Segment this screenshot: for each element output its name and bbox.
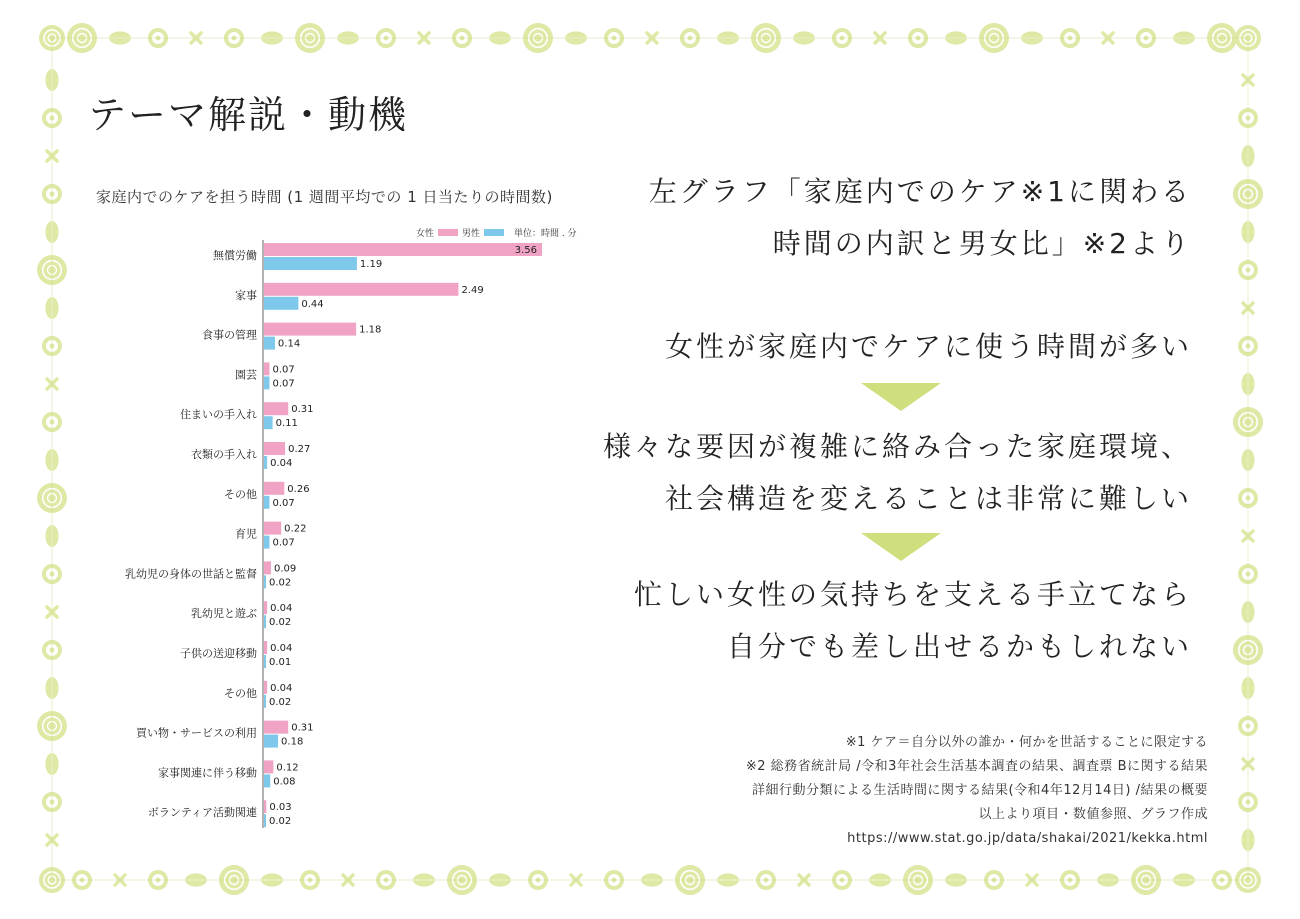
data-label: 0.01 [269, 657, 292, 668]
bar-female [264, 482, 284, 495]
bar-male [264, 615, 266, 628]
intro-text [649, 166, 1192, 270]
bar-male [264, 337, 275, 350]
data-label: 0.27 [288, 444, 311, 455]
bar-male [264, 376, 269, 389]
bar-female [264, 402, 288, 415]
bar-male [264, 774, 270, 787]
data-label: 0.07 [272, 497, 295, 509]
intro-line-2: 時間の内訳と男女比」※2より [772, 227, 1192, 260]
data-label: 0.02 [269, 696, 292, 708]
bar-male [264, 536, 269, 549]
bar-male [264, 575, 266, 588]
category-label: 無償労働 [213, 249, 257, 262]
data-label: 2.49 [461, 284, 484, 296]
bar-female [264, 323, 356, 336]
data-label: 0.09 [274, 563, 297, 575]
bar-female [264, 243, 542, 256]
bar-male [264, 655, 266, 668]
bar-male [264, 257, 357, 270]
data-label: 1.18 [359, 324, 382, 336]
conclusion-line-1: 忙しい女性の気持ちを支える手立てなら [633, 578, 1192, 611]
category-label: 園芸 [235, 368, 257, 382]
conclusion-text [634, 569, 1192, 673]
bar-female [264, 721, 288, 734]
footnotes [746, 731, 1208, 851]
data-label: 0.31 [291, 404, 314, 416]
bar-chart [90, 220, 610, 830]
category-label: 食事の管理 [202, 328, 257, 342]
data-label: 0.07 [272, 378, 295, 390]
bar-female [264, 442, 285, 455]
bar-male [264, 416, 273, 429]
bar-male [264, 814, 266, 827]
bar-female [264, 362, 269, 375]
legend-label-male: 男性 [462, 229, 481, 239]
category-label: 育児 [235, 527, 257, 541]
bar-female [264, 800, 266, 813]
data-label: 0.04 [270, 603, 293, 615]
statement-line-1: 女性が家庭内でケアに使う時間が多い [664, 330, 1192, 363]
category-label: 乳幼児の身体の世話と監督 [125, 567, 257, 581]
category-label: その他 [224, 487, 257, 501]
page-title: テーマ解説・動機 [88, 93, 409, 137]
down-arrow-1 [861, 383, 941, 411]
category-label: ボランティア活動関連 [147, 806, 257, 820]
down-arrow-2 [861, 533, 941, 561]
legend-unit: 単位：時間 . 分 [514, 229, 577, 239]
category-label: 衣類の手入れ [191, 448, 257, 461]
difficulty-text [603, 421, 1192, 525]
data-label: 0.04 [270, 682, 293, 694]
footnote-3: 詳細行動分類による生活時間に関する結果(令和4年12月14日) /結果の概要 [751, 783, 1208, 798]
category-label: 乳幼児と遊ぶ [191, 607, 257, 621]
difficulty-line-2: 社会構造を変えることは非常に難しい [664, 482, 1192, 515]
data-label: 0.07 [272, 364, 295, 376]
category-label: 子供の送迎移動 [180, 647, 257, 660]
category-label: 家事 [235, 288, 257, 302]
bar-female [264, 283, 458, 296]
bar-female [264, 760, 273, 773]
data-label: 0.14 [277, 338, 301, 350]
category-label: 買い物・サービスの利用 [136, 726, 257, 740]
data-label: 0.03 [269, 802, 292, 814]
data-label: 0.02 [269, 816, 292, 828]
footnote-1: ※1 ケア＝自分以外の誰か・何かを世話することに限定する [845, 735, 1208, 750]
bar-female [264, 641, 267, 654]
bar-male [264, 297, 298, 310]
data-label: 0.08 [273, 776, 296, 788]
bar-female [264, 601, 267, 614]
legend-label-female: 女性 [416, 229, 435, 239]
category-label: 住まいの手入れ [180, 408, 257, 422]
data-label: 0.12 [276, 762, 299, 774]
data-label: 0.04 [270, 458, 293, 469]
category-label: その他 [224, 686, 257, 700]
data-label: 1.19 [359, 259, 383, 270]
footnote-source-url: https://www.stat.go.jp/data/shakai/2021/kekka.html [847, 831, 1208, 846]
data-label: 0.07 [272, 537, 295, 549]
footnote-4: 以上より項目・数値参照、グラフ作成 [978, 807, 1208, 822]
bar-female [264, 561, 271, 574]
statement-text [665, 321, 1192, 373]
footnote-2: ※2 総務省統計局 /令和3年社会生活基本調査の結果、調査票 Bに関する結果 [745, 759, 1208, 774]
data-label: 0.02 [269, 617, 292, 629]
data-label: 0.02 [269, 577, 292, 589]
data-label: 3.56 [514, 245, 537, 256]
data-label: 0.18 [281, 736, 304, 748]
chart-title: 家庭内でのケアを担う時間 (1 週間平均での 1 日当たりの時間数) [96, 188, 553, 206]
data-label: 0.26 [287, 483, 310, 495]
category-label: 家事関連に伴う移動 [158, 766, 257, 780]
data-label: 0.04 [270, 643, 293, 654]
bar-male [264, 735, 278, 748]
bar-female [264, 522, 281, 535]
bar-female [264, 681, 267, 694]
conclusion-line-2: 自分でも差し出せるかもしれない [726, 630, 1192, 663]
data-label: 0.44 [301, 298, 324, 310]
data-label: 0.22 [284, 523, 307, 535]
data-label: 0.31 [291, 722, 314, 734]
intro-line-1: 左グラフ「家庭内でのケア※1に関わる [648, 175, 1192, 208]
difficulty-line-1: 様々な要因が複雑に絡み合った家庭環境、 [602, 430, 1192, 463]
data-label: 0.11 [275, 418, 298, 430]
bar-male [264, 695, 266, 708]
bar-male [264, 496, 269, 509]
bar-male [264, 456, 267, 469]
